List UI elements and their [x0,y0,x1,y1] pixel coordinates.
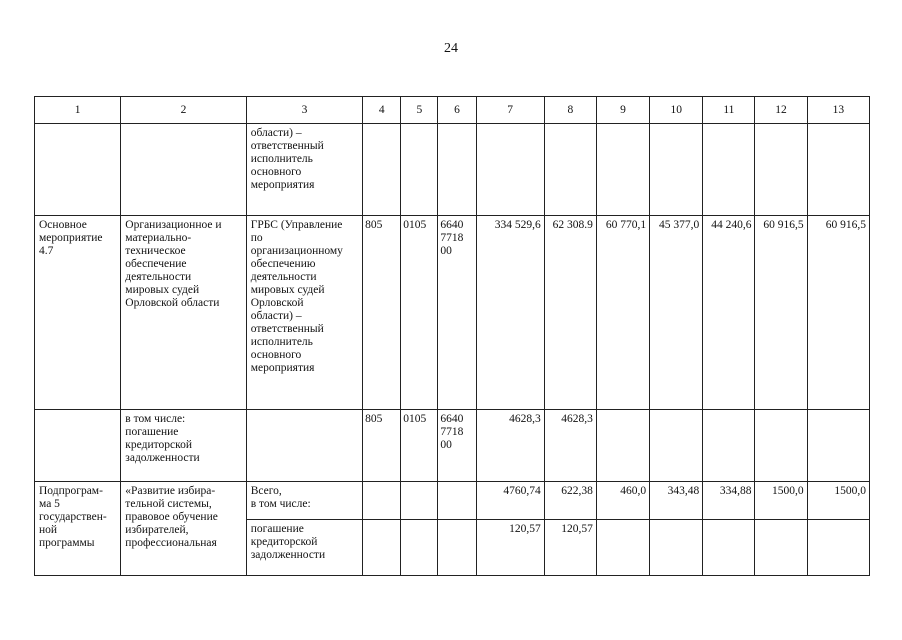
table-cell [476,124,544,216]
table-cell [755,410,807,482]
table-cell: 343,48 [650,482,703,520]
table-cell: 45 377,0 [650,216,703,410]
table-cell [438,520,476,576]
table-cell: 120,57 [476,520,544,576]
table-cell [363,124,401,216]
column-number-row [35,97,870,124]
table-cell: 460,0 [596,482,649,520]
table-cell: 44 240,6 [703,216,755,410]
table-row [35,482,870,520]
table-cell [544,124,596,216]
table-cell [35,124,121,216]
table-cell [438,124,476,216]
table-cell: 60 770,1 [596,216,649,410]
table-cell: 1500,0 [807,482,869,520]
table-cell: 62 308.9 [544,216,596,410]
table-cell [703,410,755,482]
table-cell [703,520,755,576]
table-cell: «Развитие избира- тельной системы, правовое обучение избирателей, профессиональная [121,482,246,576]
column-header: 4 [363,97,401,124]
table-cell: Организационное и материально- техническое обеспечение деятельности мировых судей Орловской области [121,216,246,410]
table-cell: в том числе: погашение кредиторской задолженности [121,410,246,482]
table-cell: Подпрограм- ма 5 государствен- ной программы [35,482,121,576]
table-cell [703,124,755,216]
table-cell: 6640 7718 00 [438,410,476,482]
table-cell: 0105 [401,410,438,482]
table-cell: 60 916,5 [807,216,869,410]
table-cell [401,124,438,216]
column-header: 11 [703,97,755,124]
table-cell: области) – ответственный исполнитель основного мероприятия [246,124,362,216]
table-cell [35,410,121,482]
table-cell [650,520,703,576]
page-number: 24 [444,41,458,56]
table-cell [363,482,401,520]
table-cell: 4628,3 [544,410,596,482]
table-cell: 120,57 [544,520,596,576]
column-header: 3 [246,97,362,124]
table-cell [596,520,649,576]
column-header: 12 [755,97,807,124]
table-cell: 622,38 [544,482,596,520]
column-header: 10 [650,97,703,124]
column-header: 7 [476,97,544,124]
column-header: 6 [438,97,476,124]
table-cell: 0105 [401,216,438,410]
column-header: 13 [807,97,869,124]
table-cell: 4760,74 [476,482,544,520]
table-cell: 1500,0 [755,482,807,520]
table-cell [246,410,362,482]
table-cell [650,410,703,482]
table-cell [401,520,438,576]
table-cell: 6640 7718 00 [438,216,476,410]
table-cell: 4628,3 [476,410,544,482]
table-cell: 334 529,6 [476,216,544,410]
table-cell: 805 [363,216,401,410]
table-cell: Всего, в том числе: [246,482,362,520]
table-cell [650,124,703,216]
table-cell [807,520,869,576]
table-cell [121,124,246,216]
budget-table [34,96,870,576]
table-row [35,124,870,216]
table-cell [363,520,401,576]
table-cell: 805 [363,410,401,482]
table-cell [755,124,807,216]
table-cell: 60 916,5 [755,216,807,410]
column-header: 5 [401,97,438,124]
column-header: 2 [121,97,246,124]
table-cell [807,124,869,216]
table-cell: погашение кредиторской задолженности [246,520,362,576]
column-header: 9 [596,97,649,124]
table-cell: ГРБС (Управление по организационному обеспечению деятельности мировых судей Орловской области) – ответственный исполнитель основного мероприятия [246,216,362,410]
column-header: 8 [544,97,596,124]
table-cell [755,520,807,576]
table-cell [401,482,438,520]
table-cell: 334,88 [703,482,755,520]
table-row [35,410,870,482]
table-cell [807,410,869,482]
table-cell: Основное мероприятие 4.7 [35,216,121,410]
column-header: 1 [35,97,121,124]
table-row [35,216,870,410]
table-cell [596,410,649,482]
table-cell [438,482,476,520]
table-cell [596,124,649,216]
